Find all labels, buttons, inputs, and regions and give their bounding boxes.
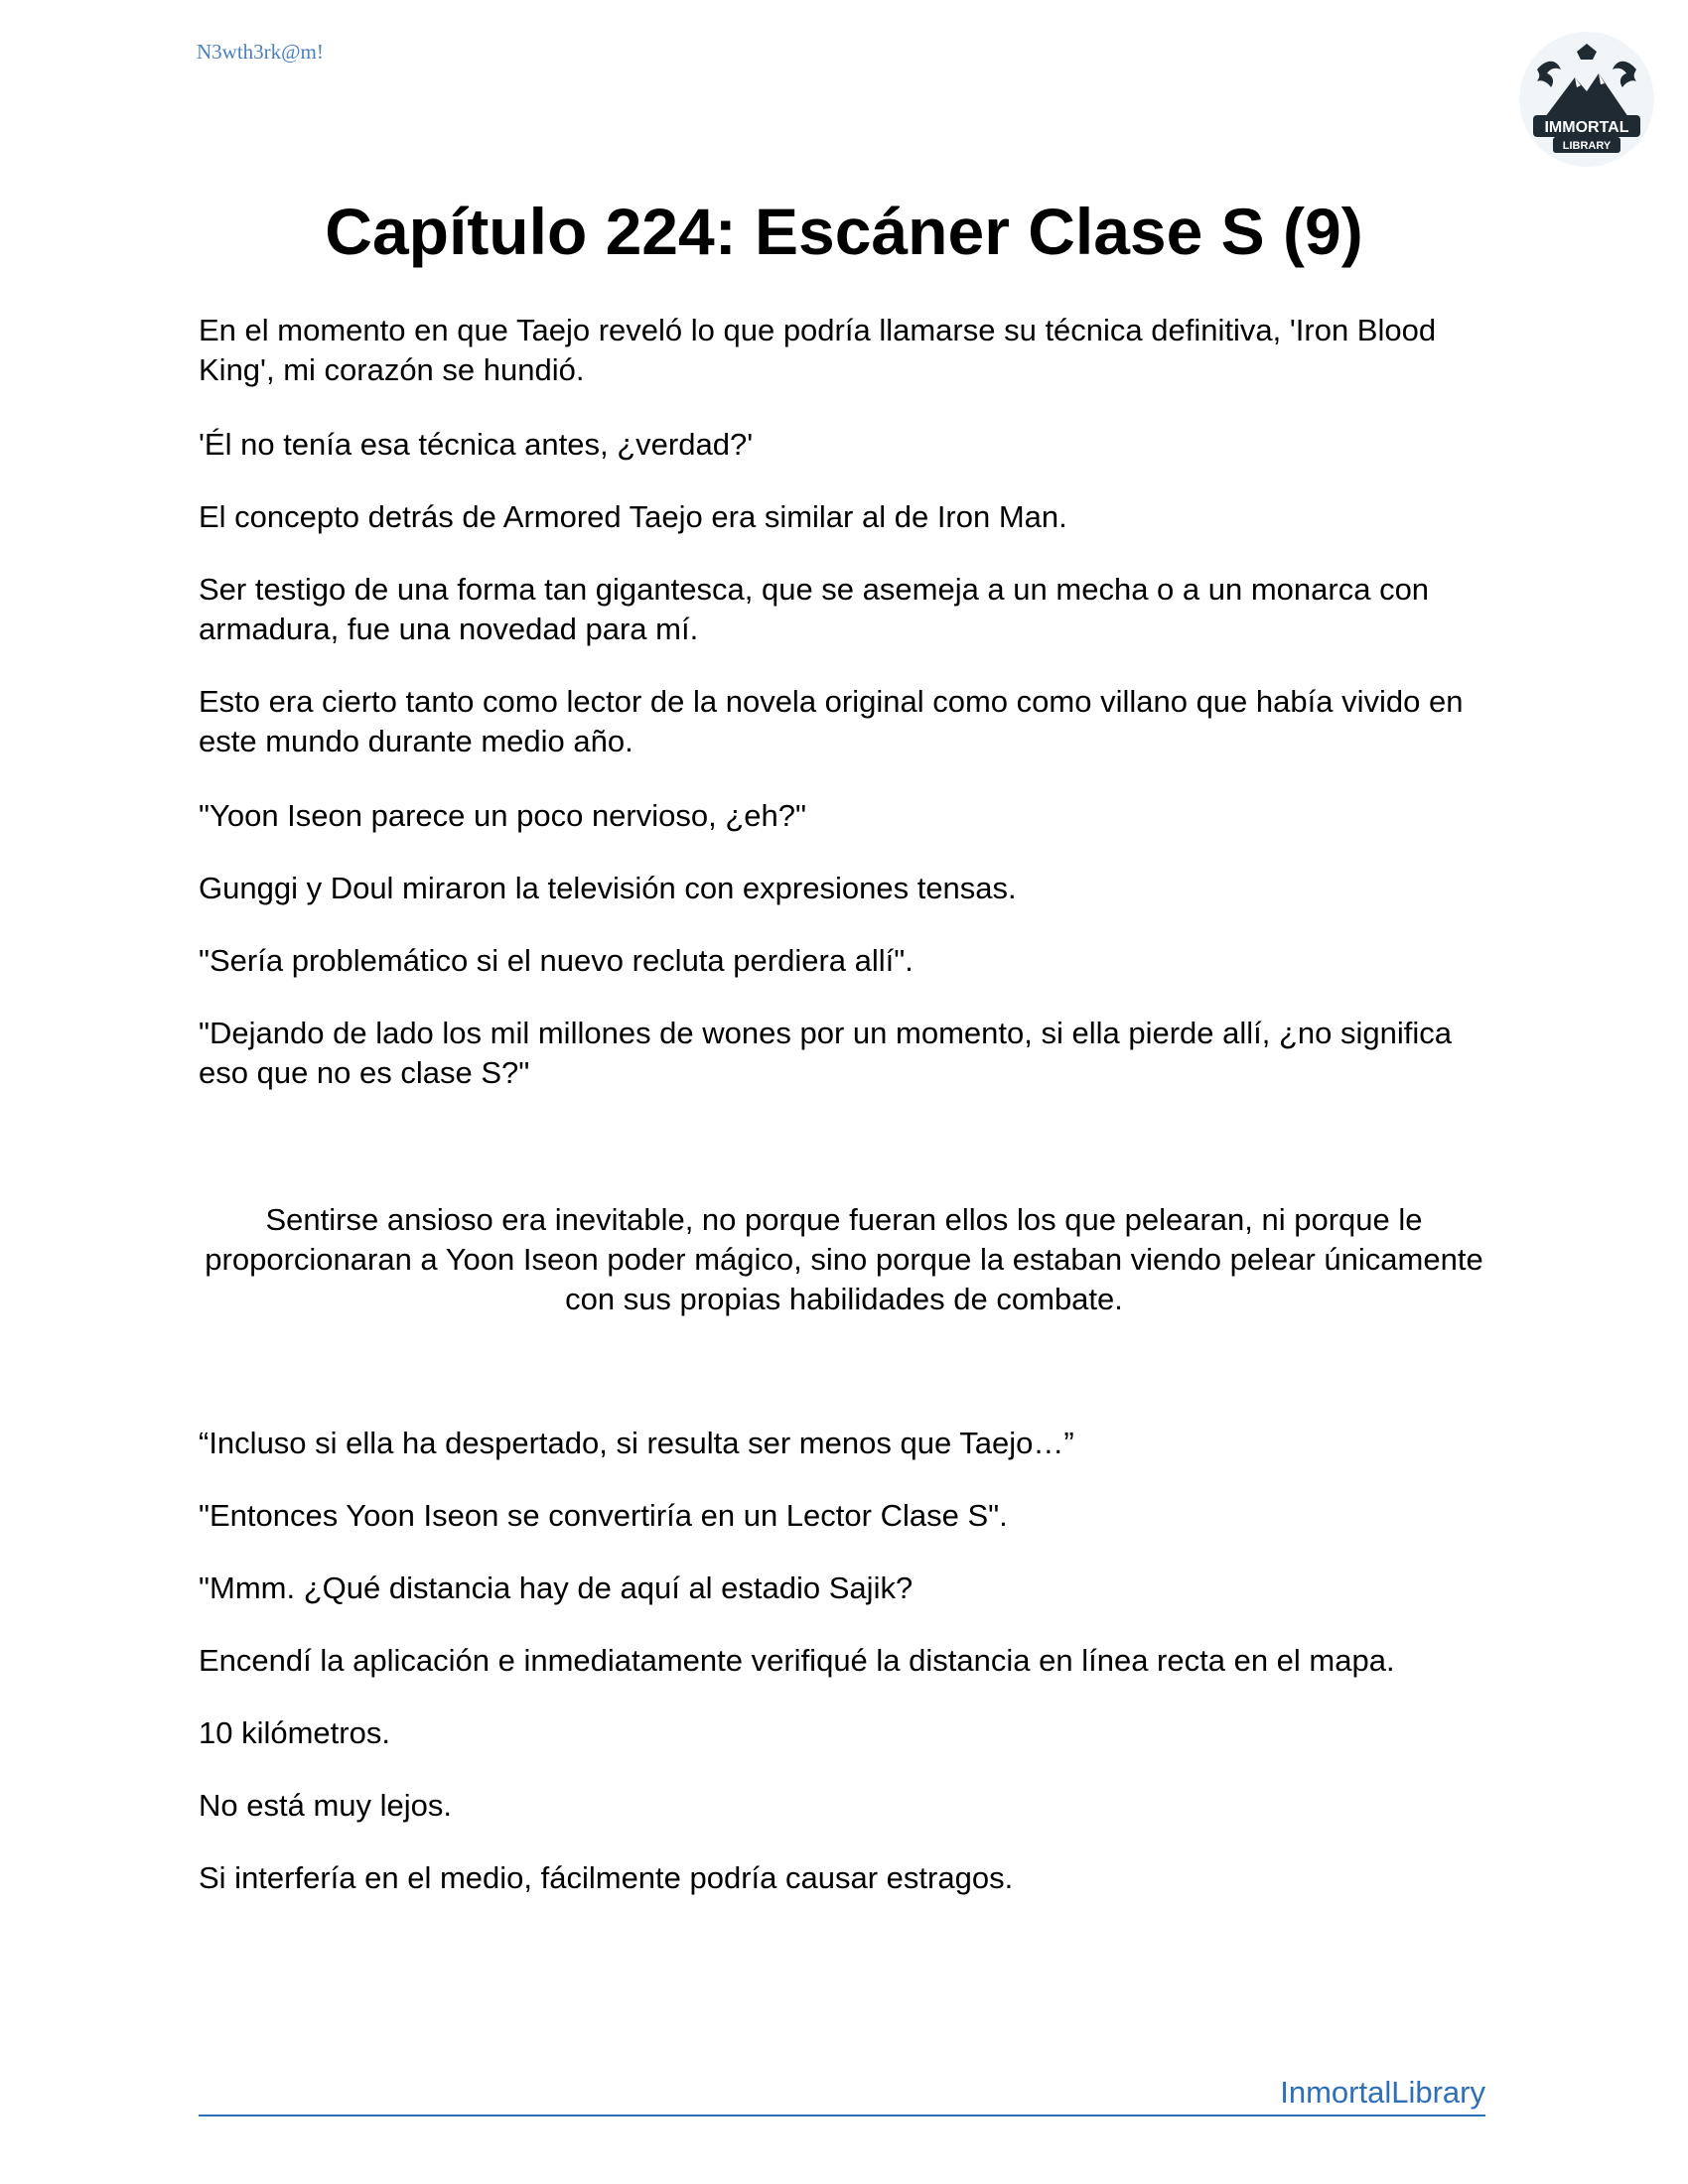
paragraph-13: Encendí la aplicación e inmediatamente verifiqué la distancia en línea recta en el mapa.: [199, 1643, 1395, 1678]
chapter-title: Capítulo 224: Escáner Clase S (9): [325, 195, 1363, 268]
paragraph-14: 10 kilómetros.: [199, 1715, 390, 1750]
footer-divider: [199, 2115, 1485, 2116]
immortal-library-logo-icon: [1517, 30, 1656, 169]
paragraph-3: El concepto detrás de Armored Taejo era similar al de Iron Man.: [199, 499, 1067, 534]
paragraph-15: No está muy lejos.: [199, 1788, 452, 1823]
logo-line1: IMMORTAL: [1544, 119, 1629, 136]
paragraph-11: "Entonces Yoon Iseon se convertiría en un Lector Clase S".: [199, 1498, 1008, 1533]
paragraph-9: "Dejando de lado los mil millones de wones por un momento, si ella pierde allí, ¿no significa eso que no es clase S?": [199, 1016, 1452, 1090]
paragraph-6: "Yoon Iseon parece un poco nervioso, ¿eh?": [199, 798, 807, 833]
paragraph-7: Gunggi y Doul miraron la televisión con expresiones tensas.: [199, 871, 1017, 905]
paragraph-4: Ser testigo de una forma tan gigantesca, que se asemeja a un mecha o a un monarca con armadura, fue una novedad para mí.: [199, 572, 1430, 646]
logo-line2: LIBRARY: [1562, 140, 1612, 152]
paragraph-1: En el momento en que Taejo reveló lo que podría llamarse su técnica definitiva, 'Iron Blood King', mi corazón se hundió.: [199, 313, 1437, 387]
paragraph-centered: Sentirse ansioso era inevitable, no porque fueran ellos los que pelearan, ni porque le proporcionaran a Yoon Iseon poder mágico, sino porque la estaban viendo pelear únicamente con sus propias habilidades de combate.: [205, 1202, 1483, 1316]
paragraph-16: Si interfería en el medio, fácilmente podría causar estragos.: [199, 1860, 1014, 1895]
paragraph-10: “Incluso si ella ha despertado, si resulta ser menos que Taejo…”: [199, 1426, 1074, 1460]
paragraph-5: Esto era cierto tanto como lector de la novela original como como villano que había vivido en este mundo durante medio año.: [199, 684, 1464, 758]
footer-link[interactable]: InmortalLibrary: [1280, 2075, 1485, 2110]
paragraph-12: "Mmm. ¿Qué distancia hay de aquí al estadio Sajik?: [199, 1570, 914, 1605]
watermark-text: N3wth3rk@m!: [197, 40, 324, 64]
paragraph-8: "Sería problemático si el nuevo recluta perdiera allí".: [199, 943, 914, 978]
paragraph-2: 'Él no tenía esa técnica antes, ¿verdad?': [199, 427, 754, 462]
